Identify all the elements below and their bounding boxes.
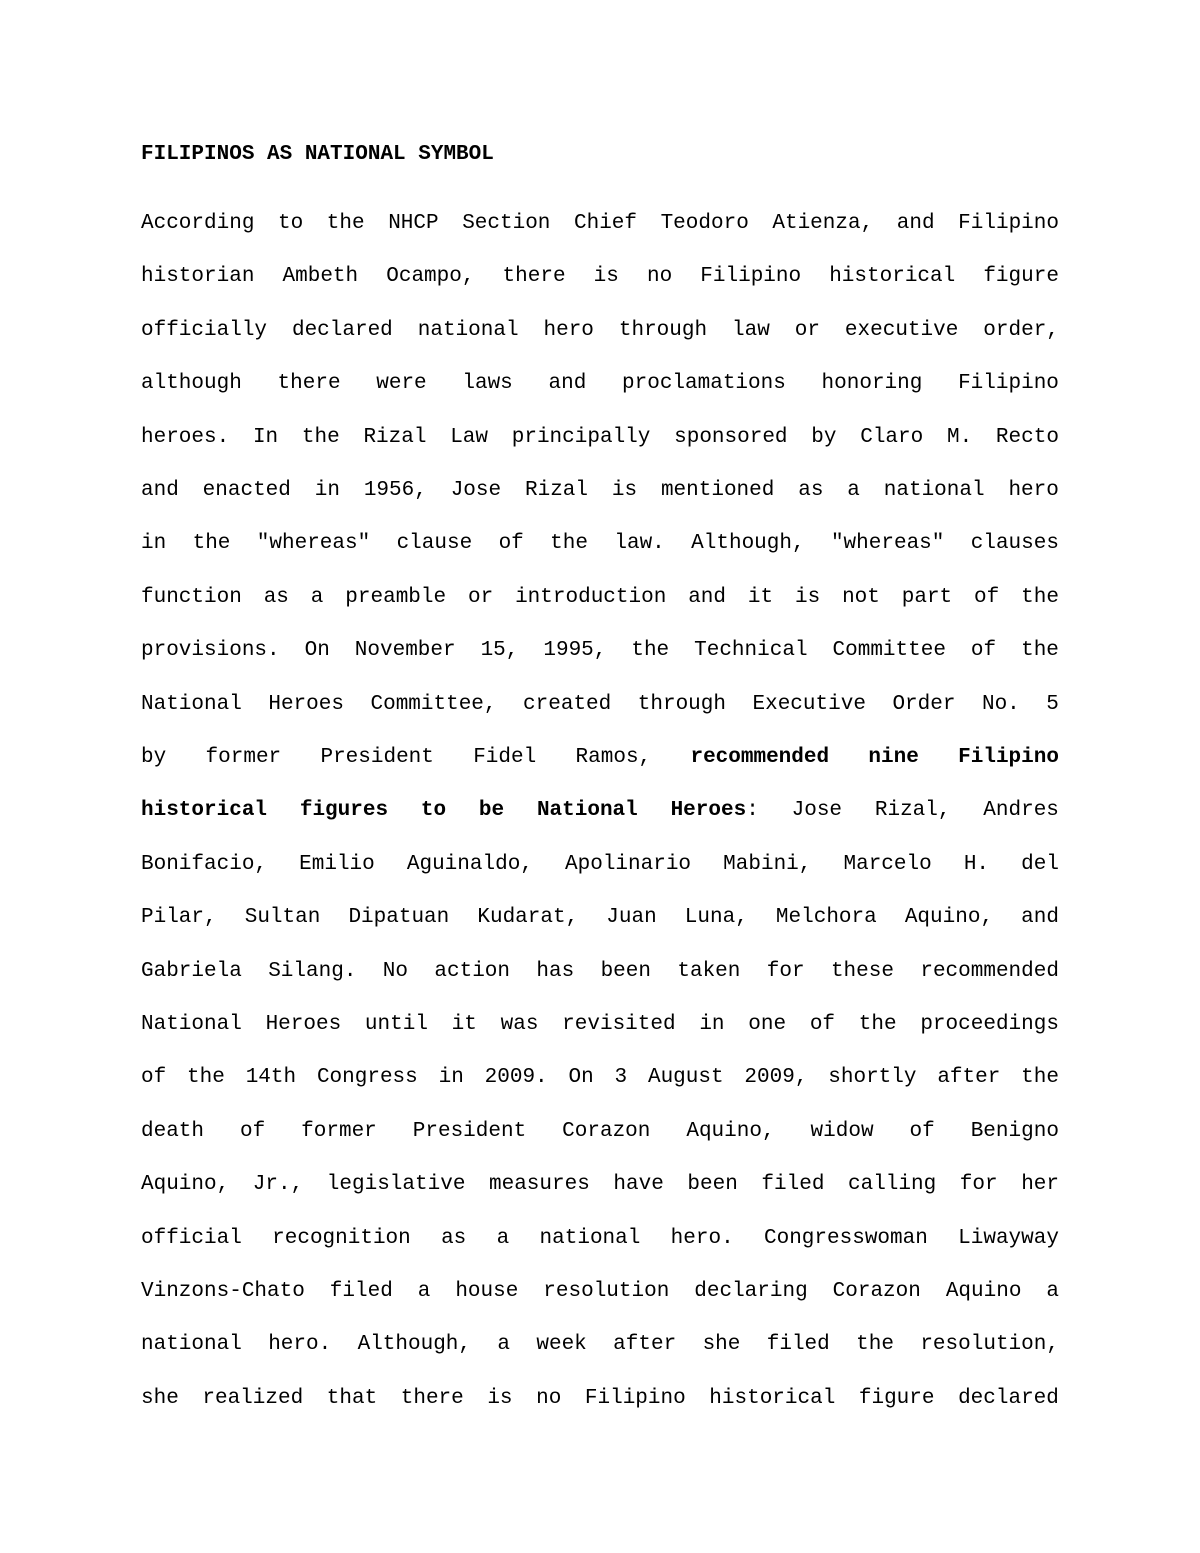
text-line (141, 262, 1059, 292)
word: Bonifacio, (141, 853, 268, 876)
text-line (141, 529, 1059, 559)
word: historical (829, 265, 956, 288)
word: created (523, 693, 612, 716)
document-heading: FILIPINOS AS NATIONAL SYMBOL (141, 143, 494, 166)
word: sponsored (674, 426, 788, 449)
word: In (252, 426, 279, 449)
word: National (141, 693, 242, 716)
word: been (600, 960, 651, 983)
word: Although, (691, 532, 805, 555)
word: of (970, 639, 997, 662)
word: 1995, (543, 639, 607, 662)
word: mentioned (660, 479, 775, 502)
text-line (141, 1277, 1059, 1307)
word: to (420, 799, 447, 822)
word: as (798, 479, 824, 502)
word: widow (810, 1120, 874, 1143)
word: historian (141, 265, 255, 288)
word: the (1021, 586, 1059, 609)
word: filed (766, 1333, 830, 1356)
word: action (434, 960, 511, 983)
word: On (568, 1066, 594, 1089)
word: principally (511, 426, 651, 449)
word: national (417, 319, 519, 342)
word: 14th (245, 1066, 297, 1089)
word: resolution (543, 1280, 670, 1303)
word: she (141, 1387, 179, 1410)
text-line (141, 1170, 1059, 1200)
word: Aquino, (141, 1173, 230, 1196)
word: Luna, (684, 906, 748, 929)
text-line (141, 423, 1059, 453)
word: filed (329, 1280, 393, 1303)
word: proclamations (622, 372, 786, 395)
word: National (536, 799, 638, 822)
word: a (847, 479, 860, 502)
word: Committee, (370, 693, 497, 716)
word: part (901, 586, 953, 609)
word: is (611, 479, 638, 502)
word: Apolinario (565, 853, 692, 876)
word: November (354, 639, 456, 662)
word: these (830, 960, 894, 983)
word: of (909, 1120, 935, 1143)
word: in (438, 1066, 464, 1089)
word: Jose (791, 799, 843, 822)
word: death (141, 1120, 205, 1143)
word: Filipino (958, 372, 1059, 395)
word: Filipino (584, 1387, 686, 1410)
word: a (497, 1333, 510, 1356)
word: as (441, 1227, 467, 1250)
word: as (263, 586, 289, 609)
word: Rizal, (874, 799, 951, 822)
word: executive (844, 319, 959, 342)
word: of (809, 1013, 836, 1036)
word: the (187, 1066, 225, 1089)
word: NHCP (388, 212, 439, 235)
text-line (141, 957, 1059, 987)
word: Committee (832, 639, 946, 662)
word: one (748, 1013, 787, 1036)
word: declared (291, 319, 393, 342)
word: after (937, 1066, 1001, 1089)
word: 2009. (484, 1066, 548, 1089)
text-line (141, 1224, 1059, 1254)
word: figure (858, 1387, 935, 1410)
word: Jr., (252, 1173, 304, 1196)
word: was (500, 1013, 539, 1036)
word: figures (299, 799, 389, 822)
word: and (548, 372, 587, 395)
word: and (141, 479, 179, 502)
word: after (613, 1333, 677, 1356)
word: in (314, 479, 340, 502)
word: Gabriela (141, 960, 242, 983)
word: Juan (606, 906, 657, 929)
word: historical (709, 1387, 836, 1410)
word: Jose (450, 479, 502, 502)
word: law (732, 319, 770, 342)
word: Corazon (562, 1120, 651, 1143)
word: Technical (694, 639, 808, 662)
word: Aquino, (904, 906, 994, 929)
word: shortly (828, 1066, 917, 1089)
word: law. (614, 532, 665, 555)
word: it (747, 586, 774, 609)
word: not (842, 586, 880, 609)
word: Andres (983, 799, 1059, 822)
word: Fidel (473, 746, 537, 769)
word: of (974, 586, 1000, 609)
text-line (141, 690, 1059, 720)
word: Emilio (299, 853, 375, 876)
word: that (326, 1387, 378, 1410)
word: measures (489, 1173, 590, 1196)
text-line (141, 1330, 1059, 1360)
word: the (550, 532, 588, 555)
word: Aguinaldo, (406, 853, 533, 876)
word: of (498, 532, 524, 555)
word: the (1021, 639, 1059, 662)
word: the (631, 639, 670, 662)
word: honoring (821, 372, 923, 395)
word: national (141, 1333, 242, 1356)
word: proceedings (920, 1013, 1059, 1036)
word: declared (958, 1387, 1059, 1410)
word: or (467, 586, 494, 609)
word: heroes. (141, 426, 230, 449)
word: Pilar, (141, 906, 217, 929)
word: or (794, 319, 820, 342)
word: Vinzons-Chato (141, 1280, 305, 1303)
word: of (141, 1066, 167, 1089)
word: 1956, (363, 479, 427, 502)
text-line (141, 316, 1059, 346)
word: former (205, 746, 282, 769)
word: Heroes (268, 693, 344, 716)
word: hero (1008, 479, 1059, 502)
word: Silang. (268, 960, 357, 983)
word: Aquino (945, 1280, 1022, 1303)
word: by (141, 746, 167, 769)
word: Rizal (524, 479, 588, 502)
word: a (496, 1227, 510, 1250)
word: Order (892, 693, 956, 716)
word: President (412, 1120, 527, 1143)
word: is (487, 1387, 513, 1410)
word: to (278, 212, 304, 235)
word: del (1021, 853, 1059, 876)
word: a (310, 586, 324, 609)
text-line (141, 209, 1059, 239)
word: Ramos, (575, 746, 652, 769)
word: the (301, 426, 340, 449)
word: 5 (1046, 693, 1059, 716)
word: nine (868, 746, 919, 769)
word: hero. (670, 1227, 734, 1250)
word: legislative (326, 1173, 466, 1196)
word: Congress (316, 1066, 418, 1089)
text-line (141, 903, 1059, 933)
word: for (766, 960, 805, 983)
word: clauses (970, 532, 1059, 555)
word: there (277, 372, 341, 395)
word: clause (396, 532, 473, 555)
word: Claro (860, 426, 924, 449)
word: in (699, 1013, 725, 1036)
text-line (141, 583, 1059, 613)
word: introduction (515, 586, 667, 609)
word: Rizal (363, 426, 427, 449)
word: recommended (690, 746, 830, 769)
word: Dipatuan (348, 906, 450, 929)
text-line (141, 796, 1059, 826)
word: were (376, 372, 427, 395)
word: have (613, 1173, 664, 1196)
word: national (539, 1227, 641, 1250)
word: a (1046, 1280, 1059, 1303)
word: M. (946, 426, 973, 449)
text-line (141, 369, 1059, 399)
word: Aquino, (686, 1120, 775, 1143)
word: 3 (614, 1066, 628, 1089)
word: Section (462, 212, 551, 235)
word: is (794, 586, 821, 609)
word: hero (543, 319, 594, 342)
word: although (141, 372, 242, 395)
word: Ocampo, (386, 265, 475, 288)
word: recognition (272, 1227, 411, 1250)
word: 2009, (744, 1066, 808, 1089)
word: and (1021, 906, 1059, 929)
word: No (382, 960, 409, 983)
word: Executive (752, 693, 866, 716)
text-line (141, 636, 1059, 666)
word: Although, (357, 1333, 472, 1356)
word: no (646, 265, 673, 288)
word: enacted (202, 479, 291, 502)
word: former (301, 1120, 377, 1143)
word: 15, (480, 639, 519, 662)
word: of (239, 1120, 266, 1143)
word: the (1021, 1066, 1059, 1089)
word: the (858, 1013, 897, 1036)
word: recommended (920, 960, 1059, 983)
word: a (417, 1280, 431, 1303)
word: On (304, 639, 330, 662)
word: Heroes: (670, 799, 759, 822)
word: it (451, 1013, 477, 1036)
word: be (478, 799, 505, 822)
text-line (141, 743, 1059, 773)
word: in (141, 532, 167, 555)
word: Melchora (775, 906, 877, 929)
word: preamble (345, 586, 447, 609)
word: revisited (562, 1013, 676, 1036)
word: through (618, 319, 708, 342)
word: order, (983, 319, 1059, 342)
word: Atienza, (772, 212, 874, 235)
text-line (141, 850, 1059, 880)
word: Liwayway (958, 1227, 1059, 1250)
word: officially (141, 319, 268, 342)
word: Mabini, (723, 853, 812, 876)
word: national (883, 479, 985, 502)
word: provisions. (141, 639, 280, 662)
word: and (896, 212, 935, 235)
word: resolution, (920, 1333, 1059, 1356)
word: house (455, 1280, 519, 1303)
word: "whereas" (830, 532, 945, 555)
word: function (141, 586, 242, 609)
word: taken (677, 960, 741, 983)
word: Filipino (958, 212, 1059, 235)
text-line (141, 1384, 1059, 1414)
word: Heroes (265, 1013, 342, 1036)
word: No. (981, 693, 1020, 716)
word: Filipino (958, 746, 1059, 769)
word: is (593, 265, 619, 288)
word: she (702, 1333, 741, 1356)
word: her (1021, 1173, 1059, 1196)
word: laws (462, 372, 513, 395)
word: until (364, 1013, 428, 1036)
word: week (536, 1333, 587, 1356)
word: and (688, 586, 726, 609)
word: "whereas" (256, 532, 371, 555)
text-line (141, 1010, 1059, 1040)
word: Recto (995, 426, 1059, 449)
text-line (141, 1063, 1059, 1093)
word: calling (848, 1173, 937, 1196)
word: Chief (573, 212, 637, 235)
word: has (536, 960, 575, 983)
word: been (687, 1173, 738, 1196)
word: Ambeth (282, 265, 359, 288)
word: by (811, 426, 837, 449)
word: through (637, 693, 726, 716)
word: the (856, 1333, 894, 1356)
word: President (320, 746, 434, 769)
word: Kudarat, (477, 906, 579, 929)
word: for (959, 1173, 998, 1196)
text-line (141, 476, 1059, 506)
word: Law (450, 426, 489, 449)
word: historical (141, 799, 268, 822)
word: Benigno (970, 1120, 1059, 1143)
word: H. (963, 853, 990, 876)
word: the (192, 532, 231, 555)
word: figure (983, 265, 1059, 288)
word: filed (761, 1173, 825, 1196)
word: there (400, 1387, 464, 1410)
word: According (141, 212, 255, 235)
word: Sultan (244, 906, 321, 929)
word: declaring (694, 1280, 808, 1303)
word: National (141, 1013, 242, 1036)
text-line (141, 1117, 1059, 1147)
word: Congresswoman (764, 1227, 928, 1250)
word: Filipino (700, 265, 802, 288)
word: Marcelo (843, 853, 932, 876)
word: realized (202, 1387, 304, 1410)
word: Teodoro (660, 212, 749, 235)
word: no (536, 1387, 562, 1410)
word: hero. (268, 1333, 332, 1356)
word: Corazon (832, 1280, 921, 1303)
word: official (141, 1227, 242, 1250)
word: August (647, 1066, 724, 1089)
word: there (502, 265, 566, 288)
word: the (326, 212, 365, 235)
